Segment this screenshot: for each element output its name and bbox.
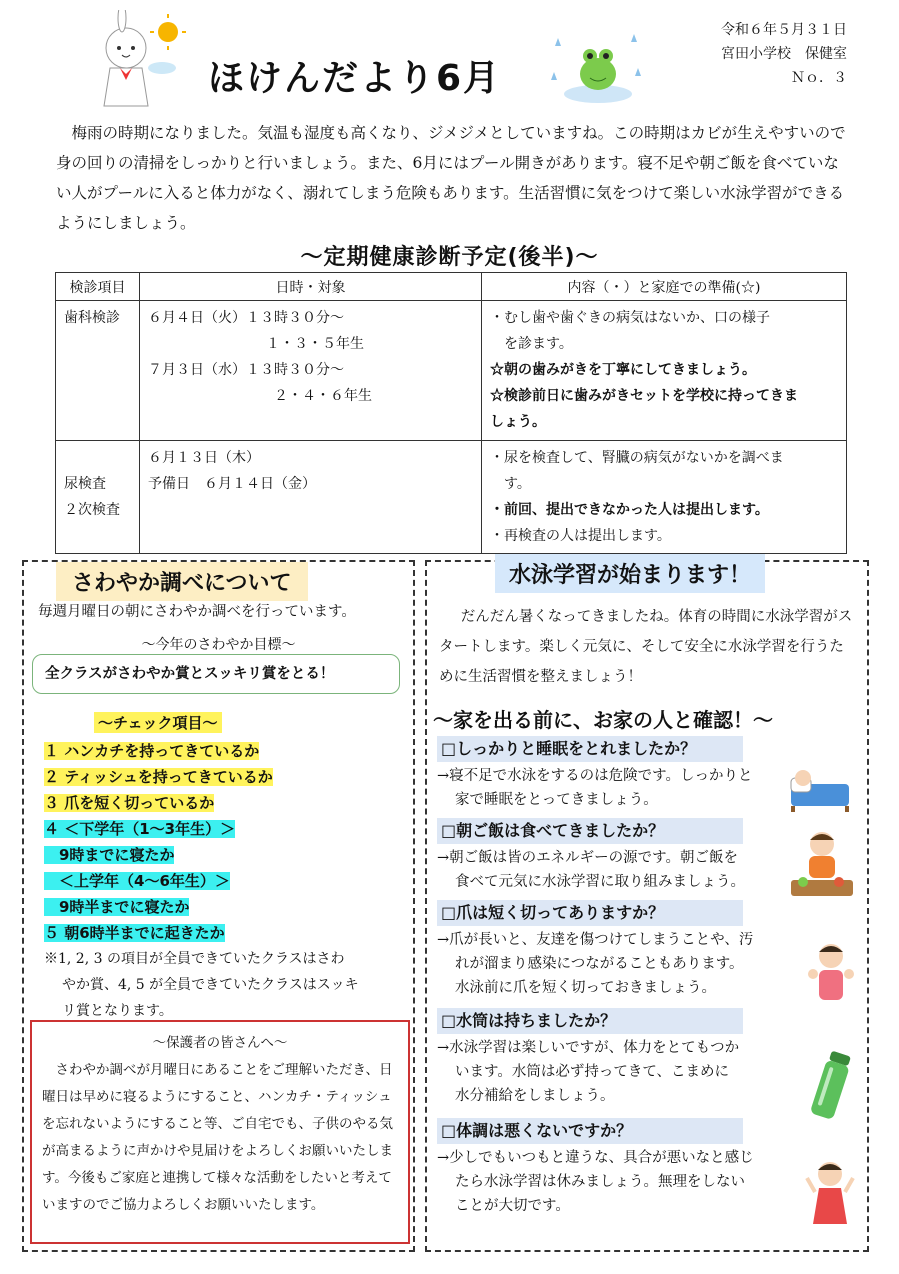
award-note-1: ※1, 2, 3 の項目が全員できていたクラスはさわ xyxy=(44,951,345,967)
table-header-row xyxy=(56,273,847,301)
question-nails: □爪は短く切ってありますか？ xyxy=(437,900,743,926)
urine-time-1: ６月１３日（木） xyxy=(148,450,260,466)
dental-content xyxy=(482,301,847,441)
sawayaka-panel xyxy=(22,560,415,1252)
goal-box: 全クラスがさわやか賞とスッキリ賞をとる！ xyxy=(32,654,400,694)
schedule-title: ～定期健康診断予定(後半)～ xyxy=(300,245,599,270)
answer-sleep-1: →寝不足で水泳をするのは危険です。しっかりと xyxy=(437,768,753,784)
urine-item-label: 尿検査 xyxy=(64,476,106,492)
issue-number: Ｎｏ．３ xyxy=(791,70,847,86)
urine-time-2: 予備日 ６月１４日（金） xyxy=(148,476,316,492)
answer-bottle-3: 水分補給をしましょう。 xyxy=(455,1088,615,1104)
answer-condition-1: →少しでもいつもと違うな、具合が悪いなと感じ xyxy=(437,1150,754,1166)
col-header-time: 日時・対象 xyxy=(140,273,482,301)
check-list xyxy=(44,738,273,946)
answer-sleep xyxy=(437,764,753,812)
swim-title: 水泳学習が始まります！ xyxy=(495,554,765,593)
newsletter-title: ほけんだより6月 xyxy=(208,58,502,99)
dental-item-label: 歯科検診 xyxy=(64,310,120,326)
urine-content-4: ・再検査の人は提出します。 xyxy=(490,528,671,544)
dental-item xyxy=(56,301,140,441)
urine-times xyxy=(140,441,482,554)
col-header-content: 内容（・）と家庭での準備(☆) xyxy=(482,273,847,301)
dental-prep-1: ☆朝の歯みがきを丁寧にしてきましょう。 xyxy=(490,362,756,378)
urine-item xyxy=(56,441,140,554)
answer-breakfast-1: →朝ご飯は皆のエネルギーの源です。朝ご飯を xyxy=(437,850,738,866)
happy-child-icon xyxy=(805,1158,855,1234)
checkup-schedule-table xyxy=(55,272,847,554)
question-condition: □体調は悪くないですか？ xyxy=(437,1118,743,1144)
frog-rain-illustration xyxy=(548,28,648,108)
question-bottle: □水筒は持ちましたか？ xyxy=(437,1008,743,1034)
nail-check-child-icon xyxy=(807,940,855,1012)
check-item-2: ２ ティッシュを持ってきているか xyxy=(44,768,273,786)
question-sleep: □しっかりと睡眠をとれましたか？ xyxy=(437,736,743,762)
check-item-4c: 9時半までに寝たか xyxy=(44,898,190,916)
urine-content xyxy=(482,441,847,554)
col-header-item: 検診項目 xyxy=(56,273,140,301)
issue-date: 令和６年５月３１日 xyxy=(721,22,847,38)
check-item-4: ４ ＜下学年（1～3年生）＞ xyxy=(44,820,236,838)
dental-target-1: １・３・５年生 xyxy=(266,336,364,352)
answer-breakfast-2: 食べて元気に水泳学習に取り組みましょう。 xyxy=(455,874,745,890)
check-item-4b: ＜上学年（4～6年生）＞ xyxy=(44,872,230,890)
check-title: ～チェック項目～ xyxy=(94,712,222,733)
dental-time-1: ６月４日（火）１３時３０分～ xyxy=(148,310,344,326)
check-item-5: ５ 朝6時半までに起きたか xyxy=(44,924,225,942)
dental-prep-2: ☆検診前日に歯みがきセットを学校に持ってきま xyxy=(490,388,798,404)
answer-nails-3: 水泳前に爪を短く切っておきましょう。 xyxy=(455,980,716,996)
dental-content-1: ・むし歯や歯ぐきの病気はないか、口の様子 xyxy=(490,310,770,326)
answer-nails-2: れが溜まり感染につながることもあります。 xyxy=(455,956,744,972)
answer-condition xyxy=(437,1146,754,1218)
swim-panel xyxy=(425,560,869,1252)
header-meta xyxy=(721,18,847,90)
breakfast-child-icon xyxy=(789,828,855,904)
water-bottle-icon xyxy=(811,1046,851,1126)
sleeping-child-icon xyxy=(787,758,853,814)
answer-condition-2: たら水泳学習は休みましょう。無理をしない xyxy=(455,1174,745,1190)
answer-nails xyxy=(437,928,753,1000)
answer-bottle xyxy=(437,1036,739,1108)
parents-body: さわやか調べが月曜日にあることをご理解いただき、日曜日は早めに寝るようにすること、ハンカチ・ティッシュを忘れないようにすること等、ご自宅でも、子供のやる気が高まるように声かけや見届けをよろしくお願いいたします。今後もご家庭と連携して様々な活動をしたいと考えていますのでご協力よろしくお願いいたします。 xyxy=(42,1062,393,1213)
parents-message-box xyxy=(30,1020,410,1244)
dental-times xyxy=(140,301,482,441)
dental-prep-3: しょう。 xyxy=(490,414,546,430)
answer-bottle-1: →水泳学習は楽しいですが、体力をとてもつか xyxy=(437,1040,740,1056)
answer-bottle-2: います。水筒は必ず持ってきて、こまめに xyxy=(455,1064,730,1080)
answer-condition-3: ことが大切です。 xyxy=(455,1198,570,1214)
home-check-title: ～家を出る前に、お家の人と確認！～ xyxy=(433,708,773,732)
answer-sleep-2: 家で睡眠をとってきましょう。 xyxy=(455,792,658,808)
sawayaka-lead: 毎週月曜日の朝にさわやか調べを行っています。 xyxy=(38,604,356,620)
table-row-dental xyxy=(56,301,847,441)
urine-item-label-2: ２次検査 xyxy=(64,502,120,518)
table-row-urine xyxy=(56,441,847,554)
question-breakfast: □朝ご飯は食べてきましたか？ xyxy=(437,818,743,844)
sawayaka-title: さわやか調べについて xyxy=(56,562,308,601)
school-name: 宮田小学校 保健室 xyxy=(721,46,847,62)
answer-nails-1: →爪が長いと、友達を傷つけてしまうことや、汚 xyxy=(437,932,754,948)
dental-target-2: ２・４・６年生 xyxy=(274,388,372,404)
urine-content-3: ・前回、提出できなかった人は提出します。 xyxy=(490,502,769,518)
parents-title: ～保護者の皆さんへ～ xyxy=(152,1035,288,1051)
urine-content-2: す。 xyxy=(490,476,531,492)
answer-breakfast xyxy=(437,846,745,894)
swim-lead: だんだん暑くなってきましたね。体育の時間に水泳学習がスタートします。楽しく元気に、そして安全に水泳学習を行うために生活習慣を整えましょう！ xyxy=(439,609,853,685)
teru-bozu-sun-illustration xyxy=(96,10,192,114)
award-note-3: リ賞となります。 xyxy=(62,1003,173,1019)
award-note-2: やか賞、4, 5 が全員できていたクラスはスッキ xyxy=(62,977,359,993)
dental-content-2: を診ます。 xyxy=(490,336,573,352)
urine-content-1: ・尿を検査して、腎臓の病気がないかを調べま xyxy=(490,450,784,466)
intro-paragraph: 梅雨の時期になりました。気温も湿度も高くなり、ジメジメとしていますね。この時期はカビが生えやすいので身の回りの清掃をしっかりと行いましょう。また、6月にはプール開きがあります。寝不足や朝ご飯を食べていない人がプールに入ると体力がなく、溺れてしまう危険もあります。生活習慣に気をつけて楽しい水泳学習ができるようにしましょう。 xyxy=(56,124,846,232)
dental-time-2: ７月３日（水）１３時３０分～ xyxy=(148,362,344,378)
check-item-1: １ ハンカチを持ってきているか xyxy=(44,742,260,760)
check-item-3: ３ 爪を短く切っているか xyxy=(44,794,215,812)
award-note xyxy=(44,946,414,1024)
goal-label: ～今年のさわやか目標～ xyxy=(141,637,296,653)
check-item-4a: 9時までに寝たか xyxy=(44,846,175,864)
